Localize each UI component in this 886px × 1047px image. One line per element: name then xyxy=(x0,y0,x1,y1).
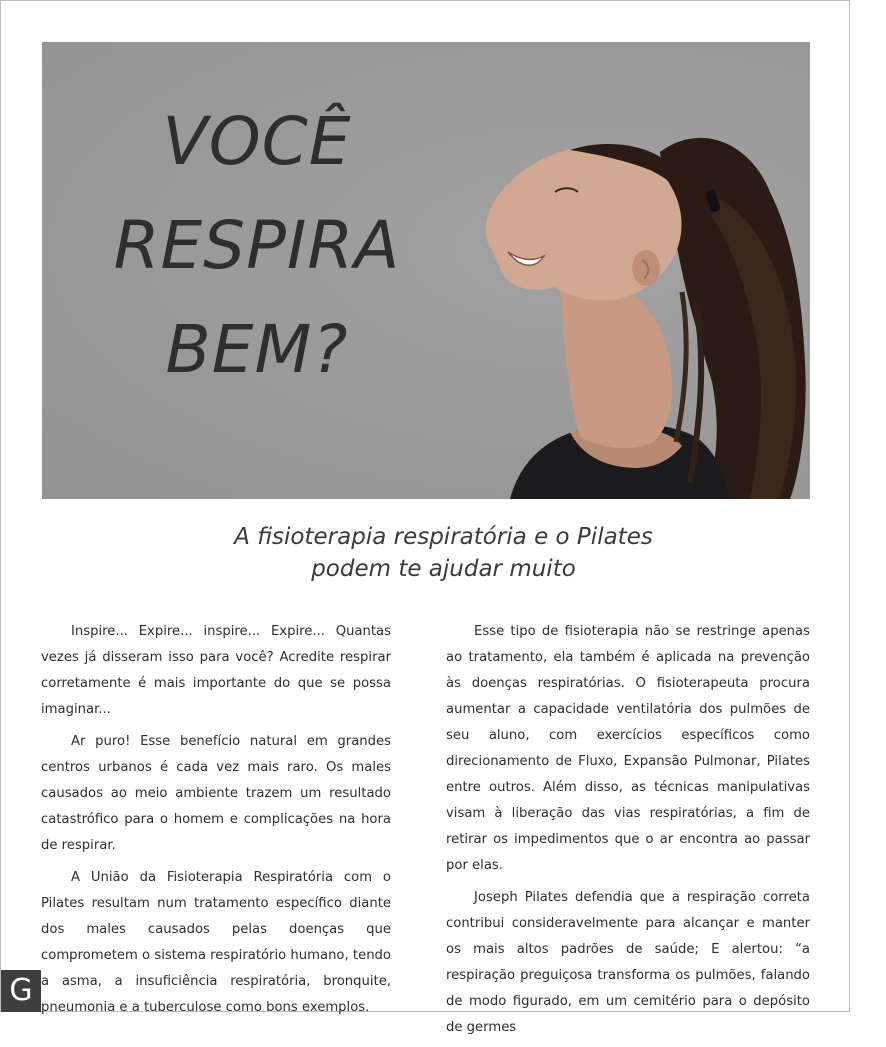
paragraph: A União da Fisioterapia Respiratória com o Pilates resultam num tratamento específico diante dos males causados pelas doenças que comprometem o sistema respiratório humano, tendo a asma, a insuficiência respiratória, bronquite, pneumonia e a tuberculose como bons exemplos. xyxy=(41,870,391,1015)
subtitle-line-1: A fisioterapia respiratória e o Pilates xyxy=(234,524,653,550)
subtitle-line-2: podem te ajudar muito xyxy=(311,556,576,582)
left-column xyxy=(41,619,391,1027)
subtitle xyxy=(1,521,886,585)
hero-title-line-1: VOCÊ xyxy=(162,103,352,180)
paragraph: Joseph Pilates defendia que a respiração correta contribui consideravelmente para alcançar e manter os mais altos padrões de saúde; E alertou: “a respiração preguiçosa transforma os pulmões, falando de modo figurado, em um cemitério para o depósito de germes xyxy=(446,890,810,1035)
paragraph: Inspire... Expire... inspire... Expire... Quantas vezes já disseram isso para você? Acredite respirar corretamente é mais importante do que se possa imaginar... xyxy=(41,624,391,717)
right-column xyxy=(446,619,810,1047)
publisher-logo-badge: G xyxy=(1,970,41,1012)
hero-image xyxy=(42,42,810,499)
paragraph: Ar puro! Esse benefício natural em grandes centros urbanos é cada vez mais raro. Os males causados ao meio ambiente trazem um resultado catastrófico para o homem e complicações na hora de respirar. xyxy=(41,734,391,853)
hero-title-line-3: BEM? xyxy=(165,311,349,388)
hero-title-line-2: RESPIRA xyxy=(113,207,401,284)
paragraph: Esse tipo de fisioterapia não se restringe apenas ao tratamento, ela também é aplicada na prevenção às doenças respiratórias. O fisioterapeuta procura aumentar a capacidade ventilatória dos pulmões de seu aluno, com exercícios específicos como direcionamento de Fluxo, Expansão Pulmonar, Pilates entre outros. Além disso, as técnicas manipulativas visam à liberação das vias respiratórias, a fim de retirar os impedimentos que o ar encontra ao passar por elas. xyxy=(446,624,810,873)
woman-breathing-photo xyxy=(450,42,810,499)
hero-title xyxy=(102,90,412,402)
